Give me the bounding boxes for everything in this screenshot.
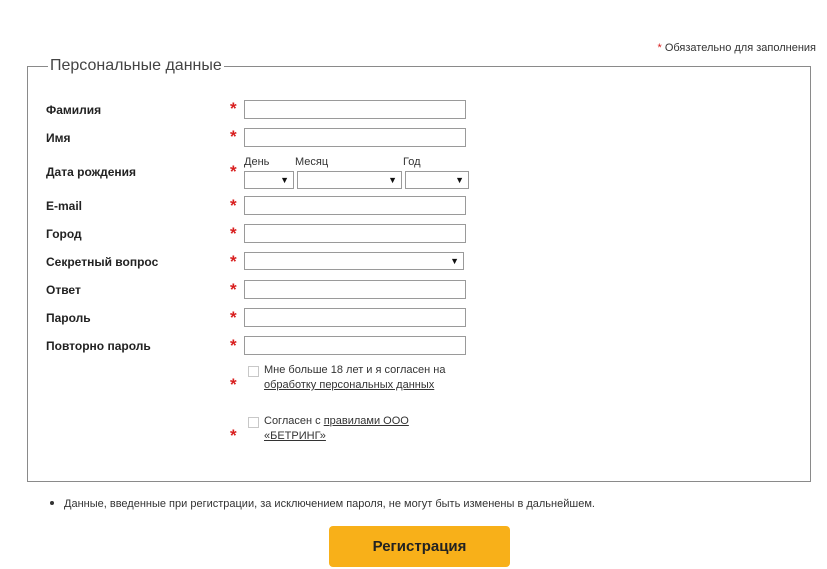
city-required-star: * — [230, 224, 237, 243]
chevron-down-icon: ▼ — [280, 175, 289, 185]
password-repeat-label: Повторно пароль — [46, 339, 151, 353]
registration-notice — [50, 498, 595, 510]
answer-label: Ответ — [46, 283, 81, 297]
consent-rules-text — [264, 414, 409, 444]
chevron-down-icon: ▼ — [388, 175, 397, 185]
password-required-star: * — [230, 308, 237, 327]
password-input[interactable] — [244, 308, 466, 327]
year-label: Год — [403, 156, 421, 168]
rules-link-company[interactable]: «БЕТРИНГ» — [264, 430, 326, 442]
lastname-input[interactable] — [244, 100, 466, 119]
birthdate-label: Дата рождения — [46, 165, 137, 179]
password-repeat-input[interactable] — [244, 336, 466, 355]
day-select[interactable] — [244, 171, 294, 189]
month-select[interactable] — [297, 171, 402, 189]
firstname-label: Имя — [46, 131, 71, 145]
consent-age-text — [264, 363, 446, 393]
firstname-input[interactable] — [244, 128, 466, 147]
birthdate-required-star: * — [230, 162, 237, 181]
lastname-label: Фамилия — [46, 103, 102, 117]
rules-link[interactable]: правилами ООО — [323, 415, 409, 427]
chevron-down-icon: ▼ — [455, 175, 464, 185]
month-label: Месяц — [295, 156, 329, 168]
notice-text: Данные, введенные при регистрации, за исключением пароля, не могут быть изменены в дальнейшем. — [64, 498, 595, 510]
email-input[interactable] — [244, 196, 466, 215]
year-select[interactable] — [405, 171, 469, 189]
email-required-star: * — [230, 196, 237, 215]
city-label: Город — [46, 227, 82, 241]
consent-age-required-star: * — [230, 375, 237, 394]
password-label: Пароль — [46, 311, 91, 325]
secret-question-select[interactable] — [244, 252, 464, 270]
password-repeat-required-star: * — [230, 336, 237, 355]
secret-question-label: Секретный вопрос — [46, 255, 159, 269]
email-label: E-mail — [46, 199, 83, 213]
consent-age-label: Мне больше 18 лет и я согласен на — [264, 364, 446, 376]
day-label: День — [244, 156, 270, 168]
answer-input[interactable] — [244, 280, 466, 299]
consent-rules-label: Согласен с — [264, 415, 321, 427]
personal-data-link[interactable]: обработку персональных данных — [264, 379, 435, 391]
secret-question-required-star: * — [230, 252, 237, 271]
answer-required-star: * — [230, 280, 237, 299]
section-title: Персональные данные — [50, 57, 222, 74]
chevron-down-icon: ▼ — [450, 256, 459, 266]
bullet-icon — [50, 501, 54, 505]
consent-age-checkbox[interactable] — [248, 366, 259, 377]
firstname-required-star: * — [230, 127, 237, 146]
required-star: * — [657, 42, 662, 54]
consent-rules-checkbox[interactable] — [248, 417, 259, 428]
required-note-text: Обязательно для заполнения — [664, 42, 816, 54]
required-note — [657, 42, 816, 54]
consent-rules-required-star: * — [230, 426, 237, 445]
register-button[interactable]: Регистрация — [329, 526, 510, 567]
city-input[interactable] — [244, 224, 466, 243]
lastname-required-star: * — [230, 99, 237, 118]
